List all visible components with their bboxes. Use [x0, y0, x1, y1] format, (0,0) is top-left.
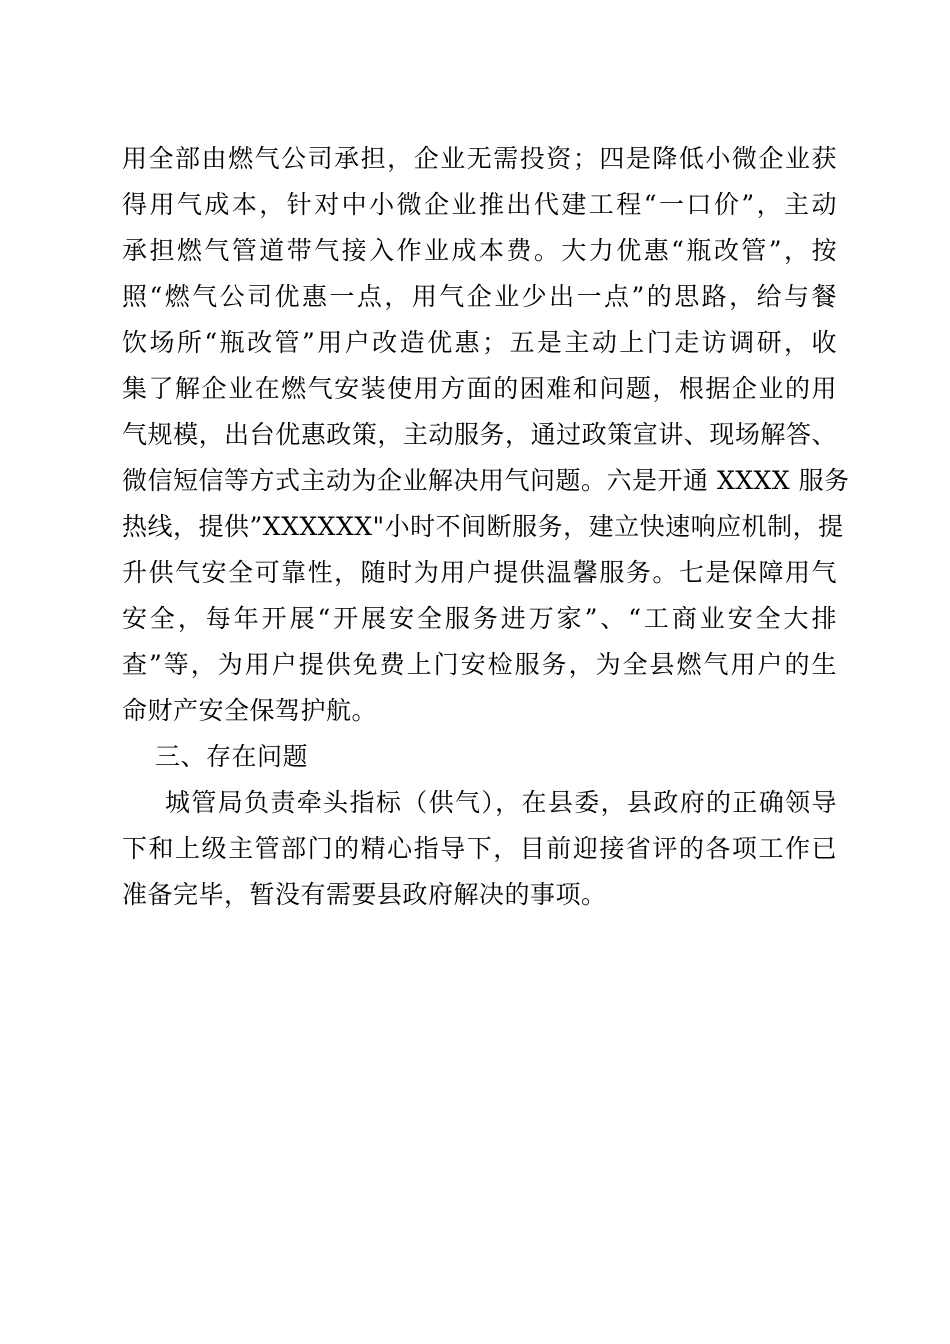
section-heading: 三、存在问题 [155, 742, 309, 771]
paragraph-line: 气规模，出台优惠政策，主动服务，通过政策宣讲、现场解答、 [122, 420, 837, 449]
paragraph-line: 命财产安全保驾护航。 [122, 696, 378, 725]
paragraph-line: 集了解企业在燃气安装使用方面的困难和问题，根据企业的用 [122, 374, 837, 403]
paragraph-line: 承担燃气管道带气接入作业成本费。大力优惠“瓶改管”，按 [122, 236, 837, 265]
paragraph-problems [122, 780, 837, 918]
paragraph-line: 城管局负责牵头指标（供气），在县委，县政府的正确领导 [165, 788, 837, 817]
paragraph-line: 下和上级主管部门的精心指导下，目前迎接省评的各项工作已 [122, 834, 837, 863]
paragraph-continuation [122, 136, 850, 734]
paragraph-line: 安全，每年开展“开展安全服务进万家”、“工商业安全大排 [122, 604, 837, 633]
paragraph-line: 查”等，为用户提供免费上门安检服务，为全县燃气用户的生 [122, 650, 837, 679]
paragraph-line: 得用气成本，针对中小微企业推出代建工程“一口价”，主动 [122, 190, 837, 219]
document-body [122, 136, 850, 918]
paragraph-line: 升供气安全可靠性，随时为用户提供温馨服务。七是保障用气 [122, 558, 837, 587]
paragraph-line: 热线，提供”XXXXXX"小时不间断服务，建立快速响应机制，提 [122, 512, 844, 541]
paragraph-line: 微信短信等方式主动为企业解决用气问题。六是开通 XXXX 服务 [122, 466, 850, 495]
paragraph-line: 用全部由燃气公司承担，企业无需投资；四是降低小微企业获 [122, 144, 837, 173]
paragraph-line: 饮场所“瓶改管”用户改造优惠；五是主动上门走访调研，收 [122, 328, 837, 357]
paragraph-line: 照“燃气公司优惠一点，用气企业少出一点”的思路，给与餐 [122, 282, 837, 311]
paragraph-line: 准备完毕，暂没有需要县政府解决的事项。 [122, 880, 607, 909]
